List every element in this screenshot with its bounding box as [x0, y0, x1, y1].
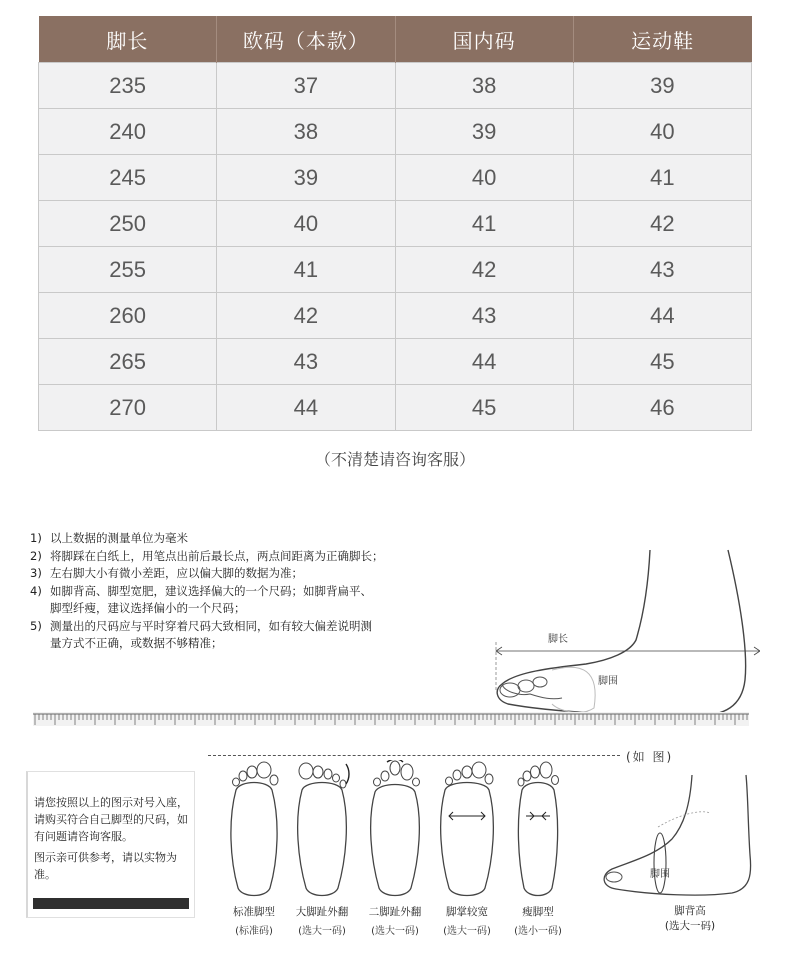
foot-type-name: 二脚趾外翻 [368, 906, 422, 918]
foot-type-big-toe-valgus [286, 760, 358, 937]
instep-hint: (选大一码) [664, 920, 716, 932]
foot-side-illustration [490, 540, 760, 720]
table-cell: 240 [39, 109, 217, 155]
instruction-item: 3) 左右脚大小有微小差距，应以偏大脚的数据为准； [30, 566, 303, 580]
header-eu-size: 欧码（本款） [217, 16, 395, 63]
table-cell: 44 [573, 293, 751, 339]
table-cell: 45 [573, 339, 751, 385]
table-cell: 42 [395, 247, 573, 293]
table-row [39, 109, 752, 155]
instruction-item: 2) 将脚踩在白纸上，用笔点出前后最长点，两点间距离为正确脚长； [30, 548, 384, 563]
header-sport-size: 运动鞋 [573, 16, 751, 63]
table-cell: 39 [217, 155, 395, 201]
instruction-item: 1) 以上数据的测量单位为毫米 [30, 531, 188, 545]
foot-type-hint: (选大一码) [298, 926, 346, 937]
table-cell: 42 [573, 201, 751, 247]
table-cell: 44 [395, 339, 573, 385]
size-table [38, 16, 752, 431]
instep-name: 脚背高 [674, 905, 706, 917]
high-instep-illustration [592, 765, 762, 905]
dashed-divider [208, 755, 620, 756]
instruction-item: 5) 测量出的尺码应与平时穿着尺码大致相同，如有较大偏差说明测 量方式不正确，或数据不够精准； [30, 618, 372, 650]
foot-outline-icon [365, 760, 425, 900]
foot-type-hint: (选小一码) [514, 926, 562, 937]
table-row [39, 293, 752, 339]
foot-type-second-toe-valgus [359, 760, 431, 937]
instep-caption [640, 904, 740, 934]
foot-type-hint: (选大一码) [443, 926, 491, 937]
foot-type-name: 大脚趾外翻 [295, 906, 349, 918]
table-cell: 270 [39, 385, 217, 431]
advice-paragraph: 图示亲可供参考，请以实物为准。 [34, 851, 177, 881]
table-cell: 39 [573, 63, 751, 109]
table-cell: 235 [39, 63, 217, 109]
table-row [39, 339, 752, 385]
table-cell: 41 [573, 155, 751, 201]
table-cell: 40 [395, 155, 573, 201]
table-row [39, 155, 752, 201]
table-cell: 41 [217, 247, 395, 293]
table-cell: 265 [39, 339, 217, 385]
table-cell: 43 [573, 247, 751, 293]
table-cell: 40 [217, 201, 395, 247]
table-cell: 43 [217, 339, 395, 385]
header-foot-length: 脚长 [39, 16, 217, 63]
table-cell: 39 [395, 109, 573, 155]
table-cell: 42 [217, 293, 395, 339]
foot-type-name: 标准脚型 [233, 906, 275, 918]
foot-type-hint: (选大一码) [371, 926, 419, 937]
table-cell: 37 [217, 63, 395, 109]
table-cell: 40 [573, 109, 751, 155]
table-cell: 46 [573, 385, 751, 431]
foot-type-hint: (标准码) [235, 926, 273, 937]
table-cell: 250 [39, 201, 217, 247]
foot-type-slim [502, 760, 574, 937]
instruction-item: 4) 如脚背高、脚型宽肥，建议选择偏大的一个尺码；如脚背扁平、 脚型纤瘦，建议选择偏小的一个尺码； [30, 583, 372, 615]
foot-type-wide-sole [431, 760, 503, 937]
table-cell: 43 [395, 293, 573, 339]
ruler [33, 712, 749, 726]
foot-outline-icon [292, 760, 352, 900]
instep-girth-label: 脚围 [650, 869, 670, 880]
table-cell: 38 [217, 109, 395, 155]
foot-length-label: 脚长 [548, 634, 568, 645]
table-row [39, 247, 752, 293]
table-cell: 44 [217, 385, 395, 431]
foot-girth-label: 脚围 [598, 676, 618, 687]
foot-type-name: 瘦脚型 [522, 906, 554, 918]
foot-outline-icon [437, 760, 497, 900]
table-cell: 38 [395, 63, 573, 109]
table-cell: 45 [395, 385, 573, 431]
example-label: (如 图) [626, 750, 674, 764]
foot-outline-icon [224, 760, 284, 900]
table-cell: 245 [39, 155, 217, 201]
table-row [39, 63, 752, 109]
table-row [39, 385, 752, 431]
measurement-instructions [30, 530, 384, 653]
foot-type-standard [218, 760, 290, 937]
foot-outline-icon [508, 760, 568, 900]
table-row [39, 201, 752, 247]
card-bar [33, 898, 189, 909]
table-cell: 260 [39, 293, 217, 339]
table-cell: 255 [39, 247, 217, 293]
contact-note: （不清楚请咨询客服） [314, 450, 475, 469]
foot-type-name: 脚掌较宽 [446, 906, 488, 918]
advice-paragraph: 请您按照以上的图示对号入座，请购买符合自己脚型的尺码，如有问题请咨询客服。 [34, 796, 188, 843]
advice-card [26, 771, 195, 918]
table-cell: 41 [395, 201, 573, 247]
header-cn-size: 国内码 [395, 16, 573, 63]
table-header-row [39, 16, 752, 63]
